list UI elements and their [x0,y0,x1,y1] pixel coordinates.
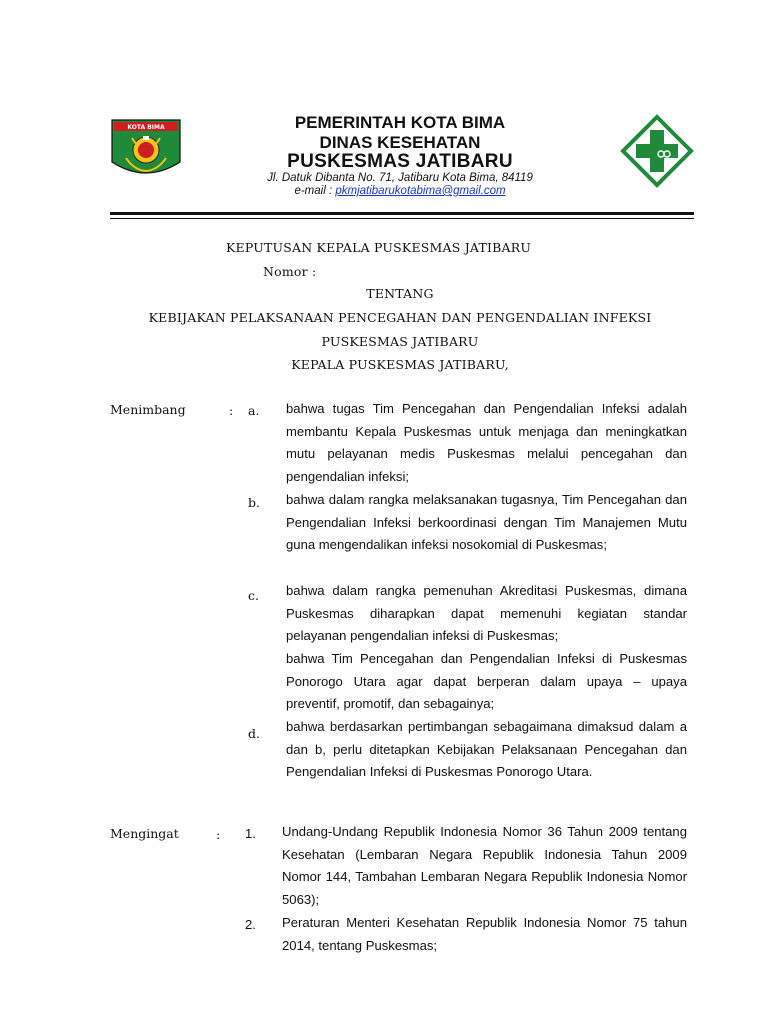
kota-bima-emblem-icon [110,118,182,182]
mengingat-label: Mengingat [110,826,179,841]
menimbang-marker-d: d. [248,726,260,741]
menimbang-label: Menimbang [110,402,186,417]
menimbang-item-b: bahwa dalam rangka melaksanakan tugasnya, Tim Pencegahan dan Pengendalian Infeksi berkoordinasi dengan Tim Manajemen Mutu guna mengendalikan infeksi nosokomial di Puskesmas; [286,492,687,553]
letterhead-government: PEMERINTAH KOTA BIMA [294,113,506,132]
menimbang-item-unlettered: bahwa Tim Pencegahan dan Pengendalian Infeksi di Puskesmas Ponorogo Utara agar dapat berperan dalam upaya – upaya preventif, promotif, dan sebagainya; [286,651,687,712]
signer-title: KEPALA PUSKESMAS JATIBARU, [291,357,509,372]
menimbang-colon: : [229,403,234,418]
menimbang-marker-b: b. [248,495,260,510]
decree-title: KEPUTUSAN KEPALA PUSKESMAS JATIBARU [226,240,532,255]
letterhead-address: Jl. Datuk Dibanta No. 71, Jatibaru Kota Bima, 84119 [267,172,533,184]
mengingat-marker-2: 2. [245,917,256,932]
mengingat-marker-1: 1. [245,826,256,841]
tentang-heading: TENTANG [366,286,434,301]
menimbang-item-a: bahwa tugas Tim Pencegahan dan Pengendalian Infeksi adalah membantu Kepala Puskesmas untuk menjaga dan meningkatkan mutu pelayanan medis Puskesmas melalui pencegahan dan pengendalian infeksi; [286,401,687,485]
email-link[interactable]: pkmjatibarukotabima@gmail.com [335,185,506,197]
mengingat-item-1: Undang-Undang Republik Indonesia Nomor 36 Tahun 2009 tentang Kesehatan (Lembaran Negara Republik Indonesia Tahun 2009 Nomor 144, Tambahan Lembaran Negara Republik Indonesia Nomor 5063); [282,824,687,908]
letterhead-puskesmas: PUSKESMAS JATIBARU [287,151,513,172]
mengingat-item-2: Peraturan Menteri Kesehatan Republik Indonesia Nomor 75 tahun 2014, tentang Puskesmas; [282,915,687,953]
puskesmas-logo-icon [620,114,694,188]
menimbang-marker-a: a. [248,403,260,418]
subject-line-2: PUSKESMAS JATIBARU [321,334,479,349]
menimbang-marker-c: c. [248,588,259,603]
subject-line-1: KEBIJAKAN PELAKSANAAN PENCEGAHAN DAN PENGENDALIAN INFEKSI [148,310,652,325]
letterhead-rule-thin [110,218,694,219]
email-label: e-mail : [294,185,336,197]
emblem-text: KOTA BIMA [127,124,165,131]
decree-number: Nomor : [263,264,317,279]
letterhead-department: DINAS KESEHATAN [319,133,481,152]
mengingat-colon: : [216,827,221,842]
letterhead-email-line [230,185,570,197]
letterhead-rule-thick [110,212,694,215]
menimbang-item-c: bahwa dalam rangka pemenuhan Akreditasi Puskesmas, dimana Puskesmas diharapkan dapat memenuhi kegiatan standar pelayanan pengendalian infeksi di Puskesmas; [286,583,687,644]
menimbang-item-d: bahwa berdasarkan pertimbangan sebagaimana dimaksud dalam a dan b, perlu ditetapkan Kebijakan Pelaksanaan Pencegahan dan Pengendalian Infeksi di Puskesmas Ponorogo Utara. [286,719,687,780]
